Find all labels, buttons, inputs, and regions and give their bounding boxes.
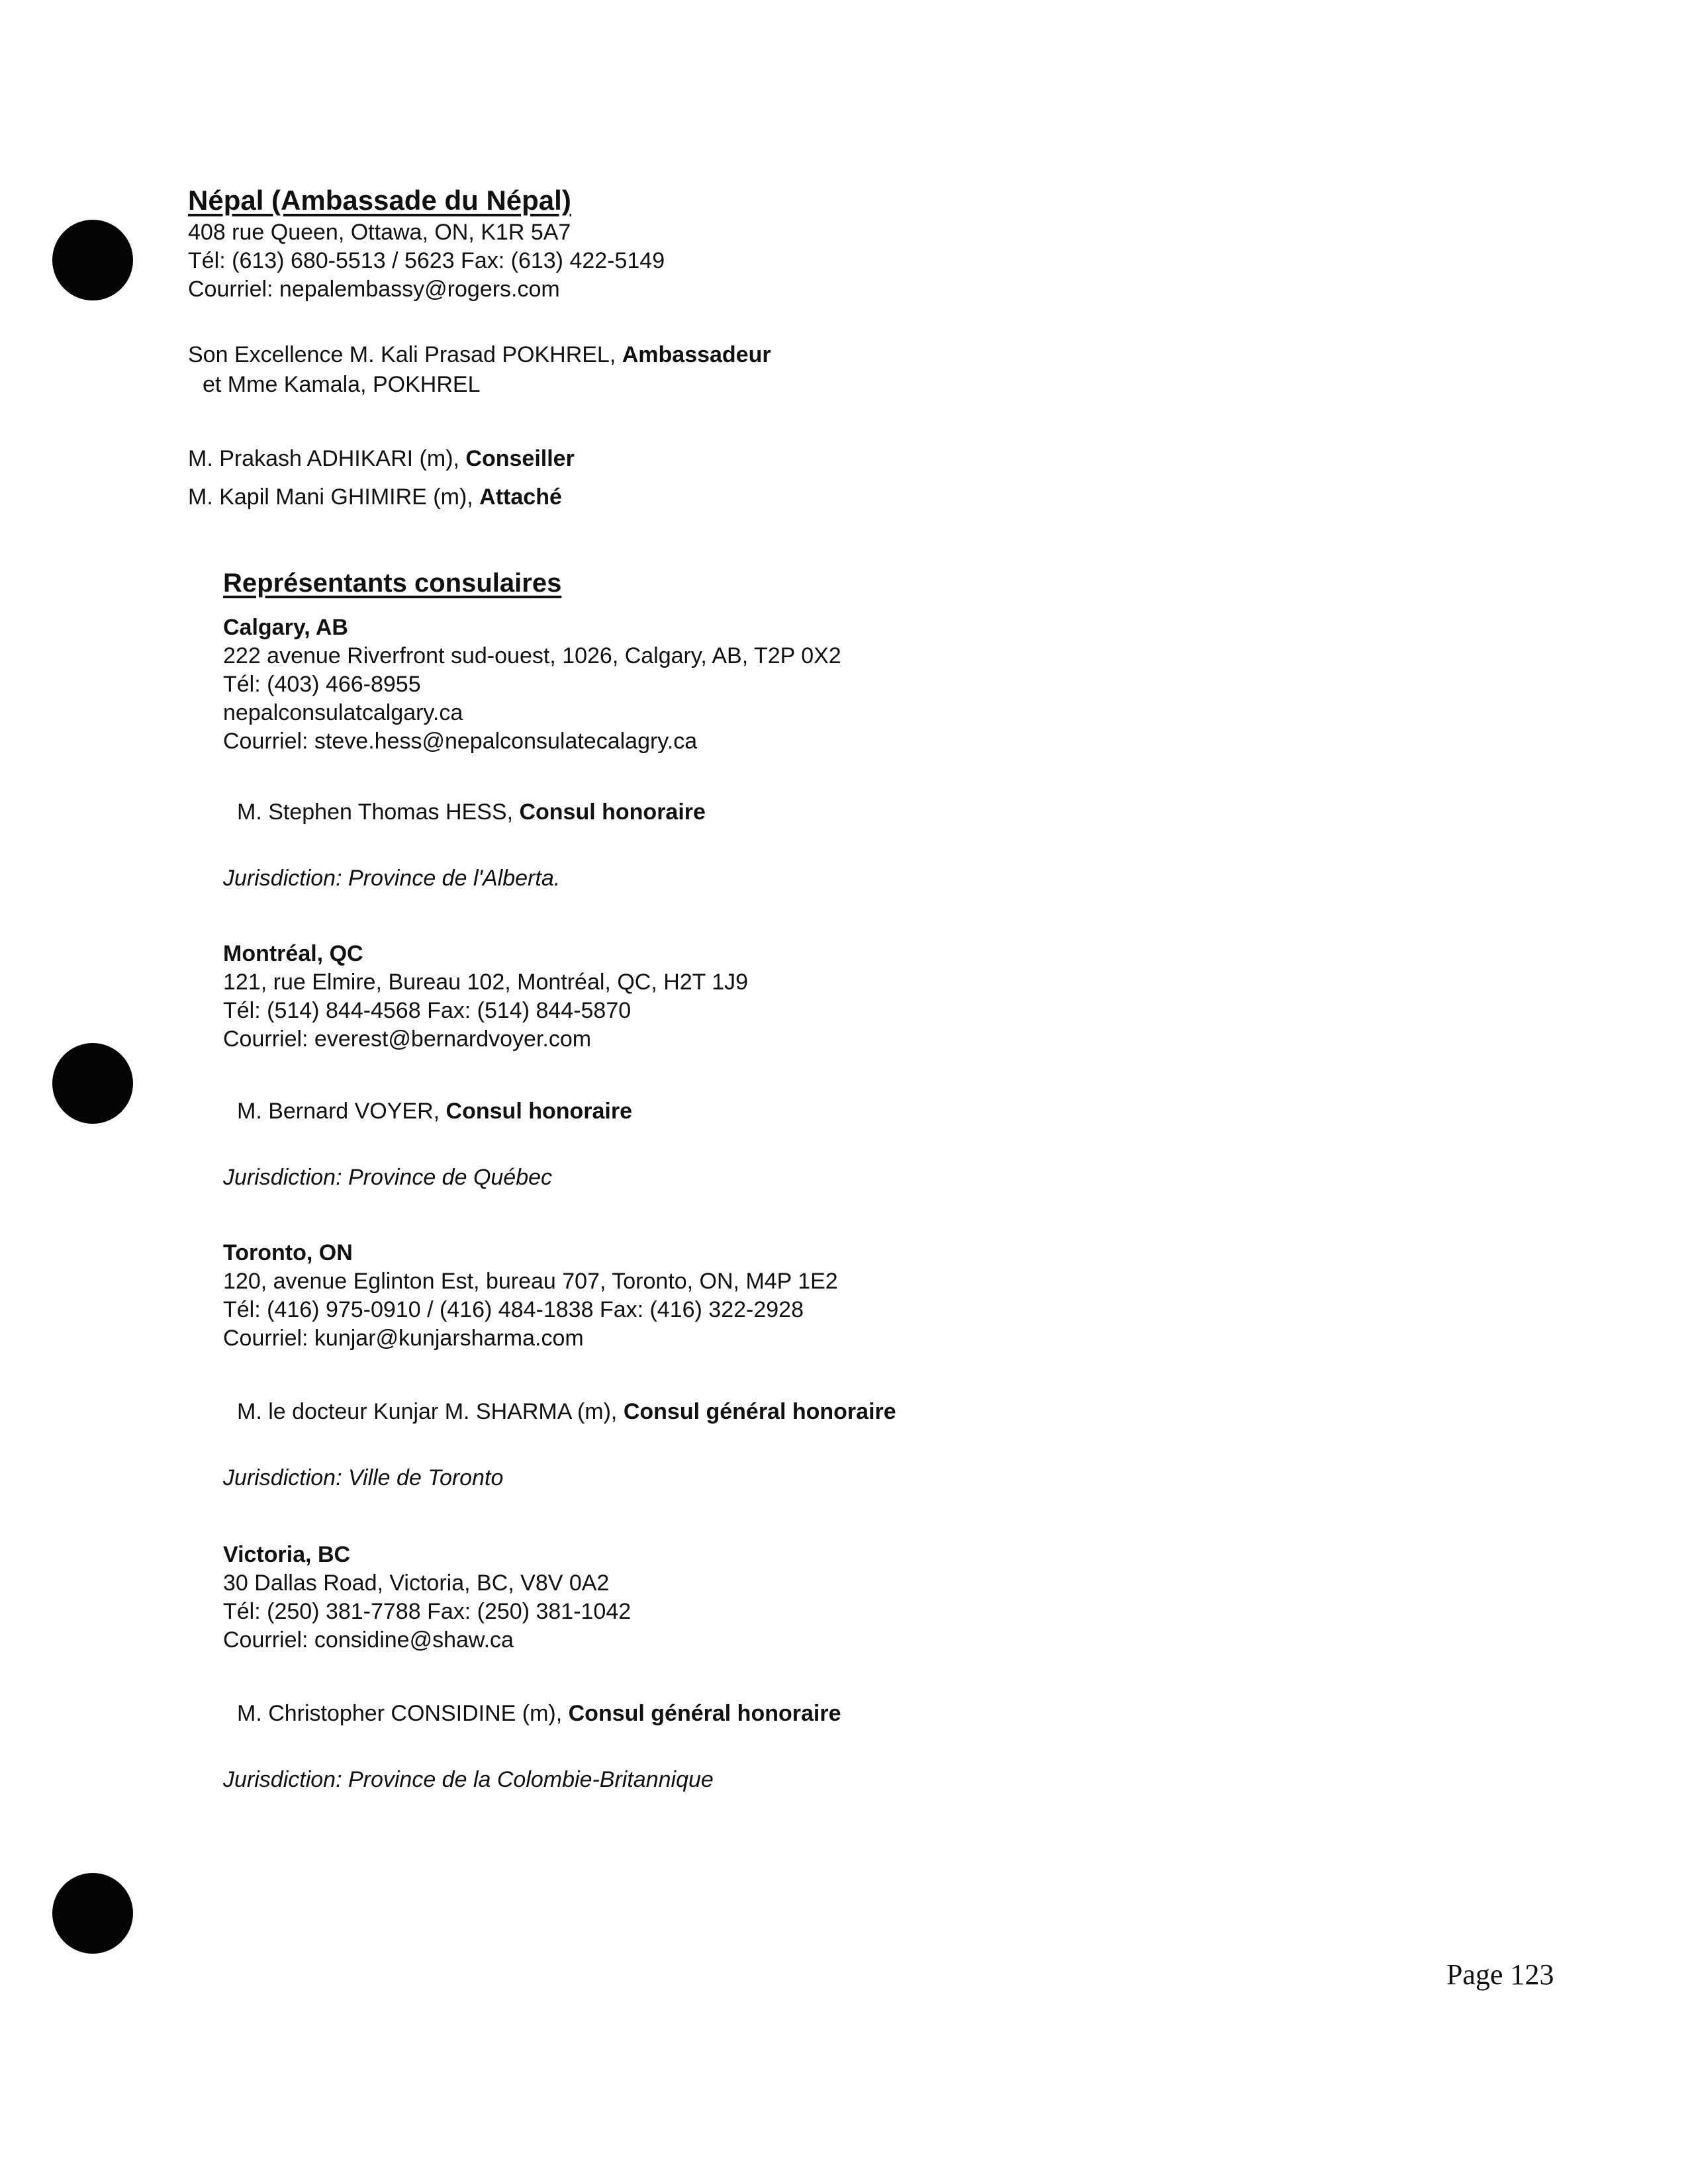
person-name: M. Stephen Thomas HESS, — [237, 799, 520, 825]
office-jurisdiction: Jurisdiction: Province de la Colombie-Britannique — [223, 1767, 714, 1792]
office-email: Courriel: everest@bernardvoyer.com — [223, 1026, 592, 1052]
staff-title: Conseiller — [465, 446, 575, 471]
person-role: Consul honoraire — [445, 1099, 633, 1124]
office-website: nepalconsulatcalgary.ca — [223, 700, 463, 725]
staff-name: M. Kapil Mani GHIMIRE (m), — [188, 484, 480, 510]
office-person — [237, 798, 706, 826]
staff-name: M. Prakash ADHIKARI (m), — [188, 446, 466, 471]
embassy-title: Népal (Ambassade du Népal) — [188, 185, 571, 216]
embassy-address: 408 rue Queen, Ottawa, ON, K1R 5A7 — [188, 220, 571, 245]
embassy-email: Courriel: nepalembassy@rogers.com — [188, 277, 560, 302]
office-jurisdiction: Jurisdiction: Ville de Toronto — [223, 1465, 504, 1490]
office-city: Calgary, AB — [223, 615, 348, 640]
embassy-phone: Tél: (613) 680-5513 / 5623 Fax: (613) 422-5149 — [188, 248, 665, 273]
office-address: 222 avenue Riverfront sud-ouest, 1026, Calgary, AB, T2P 0X2 — [223, 643, 841, 668]
person-name: M. le docteur Kunjar M. SHARMA (m), — [237, 1399, 624, 1424]
office-address: 120, avenue Eglinton Est, bureau 707, Toronto, ON, M4P 1E2 — [223, 1269, 838, 1294]
person-role: Consul honoraire — [519, 799, 706, 825]
office-address: 121, rue Elmire, Bureau 102, Montréal, QC, H2T 1J9 — [223, 970, 749, 995]
ambassador-name: Son Excellence M. Kali Prasad POKHREL, — [188, 342, 622, 367]
page-number: Page 123 — [1446, 1958, 1554, 1991]
ambassador-spouse: et Mme Kamala, POKHREL — [203, 372, 481, 397]
staff-line — [188, 483, 562, 511]
office-email: Courriel: kunjar@kunjarsharma.com — [223, 1326, 584, 1351]
office-phone: Tél: (514) 844-4568 Fax: (514) 844-5870 — [223, 998, 632, 1023]
staff-title: Attaché — [479, 484, 562, 510]
punch-hole-top — [52, 220, 133, 300]
punch-hole-bottom — [52, 1873, 133, 1954]
office-phone: Tél: (250) 381-7788 Fax: (250) 381-1042 — [223, 1599, 632, 1624]
office-jurisdiction: Jurisdiction: Province de Québec — [223, 1165, 553, 1190]
staff-line — [188, 445, 575, 473]
office-phone: Tél: (416) 975-0910 / (416) 484-1838 Fax: (416) 322-2928 — [223, 1297, 804, 1322]
person-name: M. Bernard VOYER, — [237, 1099, 446, 1124]
consular-heading: Représentants consulaires — [223, 569, 562, 598]
office-email: Courriel: considine@shaw.ca — [223, 1627, 514, 1653]
office-person — [237, 1700, 841, 1727]
ambassador-line — [188, 341, 771, 369]
office-person — [237, 1398, 896, 1426]
office-city: Montréal, QC — [223, 941, 363, 966]
person-name: M. Christopher CONSIDINE (m), — [237, 1701, 569, 1726]
office-jurisdiction: Jurisdiction: Province de l'Alberta. — [223, 866, 561, 891]
office-phone: Tél: (403) 466-8955 — [223, 672, 421, 697]
person-role: Consul général honoraire — [623, 1399, 896, 1424]
punch-hole-middle — [52, 1043, 133, 1124]
office-city: Victoria, BC — [223, 1542, 351, 1567]
office-email: Courriel: steve.hess@nepalconsulatecalagry.ca — [223, 729, 698, 754]
office-person — [237, 1097, 632, 1125]
person-role: Consul général honoraire — [568, 1701, 841, 1726]
office-address: 30 Dallas Road, Victoria, BC, V8V 0A2 — [223, 1570, 610, 1596]
ambassador-title: Ambassadeur — [622, 342, 771, 367]
office-city: Toronto, ON — [223, 1240, 353, 1265]
